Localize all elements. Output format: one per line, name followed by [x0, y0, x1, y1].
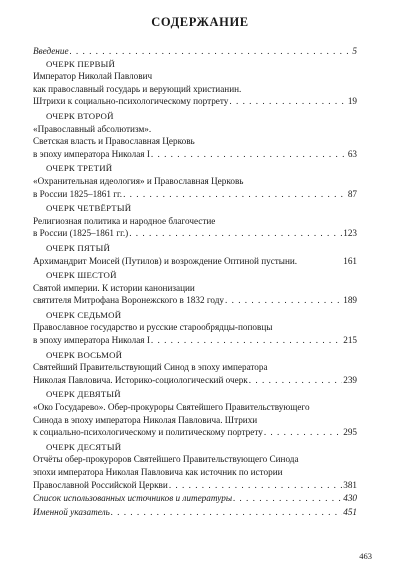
- toc-entry-line: Святой империи. К истории канонизации: [33, 282, 195, 293]
- chapter-heading: ОЧЕРК СЕДЬМОЙ: [46, 309, 122, 320]
- toc-entry-line: «Православный абсолютизм».: [33, 123, 152, 134]
- toc-entry-title: Николая Павловича. Историко-социологический очерк: [33, 374, 248, 385]
- toc-entry-title: Введение: [33, 46, 69, 56]
- toc-entry-title: Штрихи к социально-психологическому портрету: [33, 96, 229, 107]
- toc-entry-name-index: [33, 506, 357, 519]
- toc-entry-chapter-1: [33, 70, 357, 108]
- toc-entry-chapter-5: [33, 255, 357, 268]
- toc-entry-title: к социально-психологическому и политическому портрету: [33, 427, 263, 438]
- leader-dots: [233, 492, 342, 505]
- toc-entry-chapter-9: [33, 401, 357, 439]
- toc-entry-chapter-7: [33, 321, 357, 346]
- toc-entry-chapter-6: [33, 282, 357, 307]
- chapter-heading: ОЧЕРК ПЯТЫЙ: [46, 242, 111, 253]
- leader-dots: [264, 426, 342, 439]
- toc-entry-line: Религиозная политика и народное благочестие: [33, 215, 216, 226]
- toc-entry-title: святителя Митрофана Воронежского в 1832 году: [33, 295, 225, 306]
- leader-dots: [151, 148, 347, 161]
- toc-entry-line: Синода в эпоху императора Николая Павловича. Штрихи: [33, 414, 258, 425]
- toc-entry-line: Православное государство и русские старообрядцы-поповцы: [33, 322, 273, 333]
- chapter-heading: ОЧЕРК ТРЕТИЙ: [46, 163, 113, 174]
- chapter-heading: ОЧЕРК ВТОРОЙ: [46, 110, 114, 121]
- leader-dots: [169, 479, 342, 492]
- toc-page-number: 5: [352, 46, 357, 56]
- leader-dots: [229, 95, 346, 108]
- chapter-heading: ОЧЕРК ДЕВЯТЫЙ: [46, 389, 121, 400]
- toc-page-number: 381: [343, 479, 357, 490]
- toc-entry-title: Архимандрит Моисей (Путилов) и возрождение Оптиной пустыни.: [33, 255, 298, 266]
- toc-entry-title: в России 1825–1861 гг.: [33, 188, 123, 199]
- toc-entry-title: в эпоху императора Николая I: [33, 335, 150, 346]
- toc-entry-title: в эпоху императора Николая I: [33, 148, 150, 159]
- chapter-heading: ОЧЕРК ЧЕТВЁРТЫЙ: [46, 203, 132, 214]
- chapter-heading: ОЧЕРК ДЕСЯТЫЙ: [46, 441, 122, 452]
- toc-entry-line: «Око Государево». Обер-прокуроры Святейшего Правительствующего: [33, 402, 310, 413]
- leader-dots: [123, 188, 347, 201]
- leader-dots: [225, 294, 342, 307]
- leader-dots: [151, 334, 342, 347]
- toc-page-number: 19: [347, 96, 357, 107]
- toc-page-number: 239: [343, 374, 357, 385]
- chapter-heading: ОЧЕРК ПЕРВЫЙ: [46, 58, 116, 69]
- toc-page-number: 189: [343, 295, 357, 306]
- toc-page-number: 451: [343, 506, 357, 517]
- toc-page-number: 295: [343, 427, 357, 438]
- toc-page-number: 430: [343, 493, 357, 504]
- leader-dots: [249, 374, 342, 387]
- toc-entry-line: Святейший Правительствующий Синод в эпоху императора: [33, 362, 268, 373]
- toc-page-number: 215: [343, 335, 357, 346]
- toc-page-number: 161: [343, 255, 357, 266]
- chapter-heading: ОЧЕРК ВОСЬМОЙ: [46, 349, 123, 360]
- toc-page-number: 123: [343, 228, 357, 239]
- toc-entry-intro: [33, 45, 357, 58]
- toc-entry-line: «Охранительная идеология» и Православная Церковь: [33, 175, 244, 186]
- toc-entry-title: в России (1825–1861 гг.): [33, 228, 129, 239]
- leader-dots: [70, 45, 352, 58]
- page-number: 463: [359, 551, 372, 561]
- toc-entry-chapter-2: [33, 123, 357, 161]
- toc-page-number: 87: [347, 188, 357, 199]
- leader-dots: [129, 227, 342, 240]
- toc-entry-title: Православной Российской Церкви: [33, 479, 168, 490]
- toc-entry-chapter-3: [33, 175, 357, 200]
- toc-entry-line: как православный государь и верующий христианин.: [33, 83, 242, 94]
- toc-entry-line: Светская власть и Православная Церковь: [33, 136, 195, 147]
- leader-dots: [111, 506, 342, 519]
- page-title: СОДЕРЖАНИЕ: [151, 15, 249, 29]
- toc-entry-title: Список использованных источников и литературы: [33, 493, 233, 504]
- toc-entry-chapter-4: [33, 215, 357, 240]
- toc-entry-chapter-10: [33, 453, 357, 491]
- table-of-contents: [33, 45, 357, 518]
- toc-entry-line: Император Николай Павлович: [33, 71, 153, 82]
- chapter-heading: ОЧЕРК ШЕСТОЙ: [46, 270, 117, 281]
- toc-entry-line: Отчёты обер-прокуроров Святейшего Правительствующего Синода: [33, 454, 299, 465]
- toc-entry-chapter-8: [33, 361, 357, 386]
- toc-page-number: 63: [347, 148, 357, 159]
- toc-entry-line: эпохи императора Николая Павловича как источник по истории: [33, 467, 283, 477]
- toc-entry-bibliography: [33, 492, 357, 505]
- toc-entry-title: Именной указатель: [33, 506, 110, 517]
